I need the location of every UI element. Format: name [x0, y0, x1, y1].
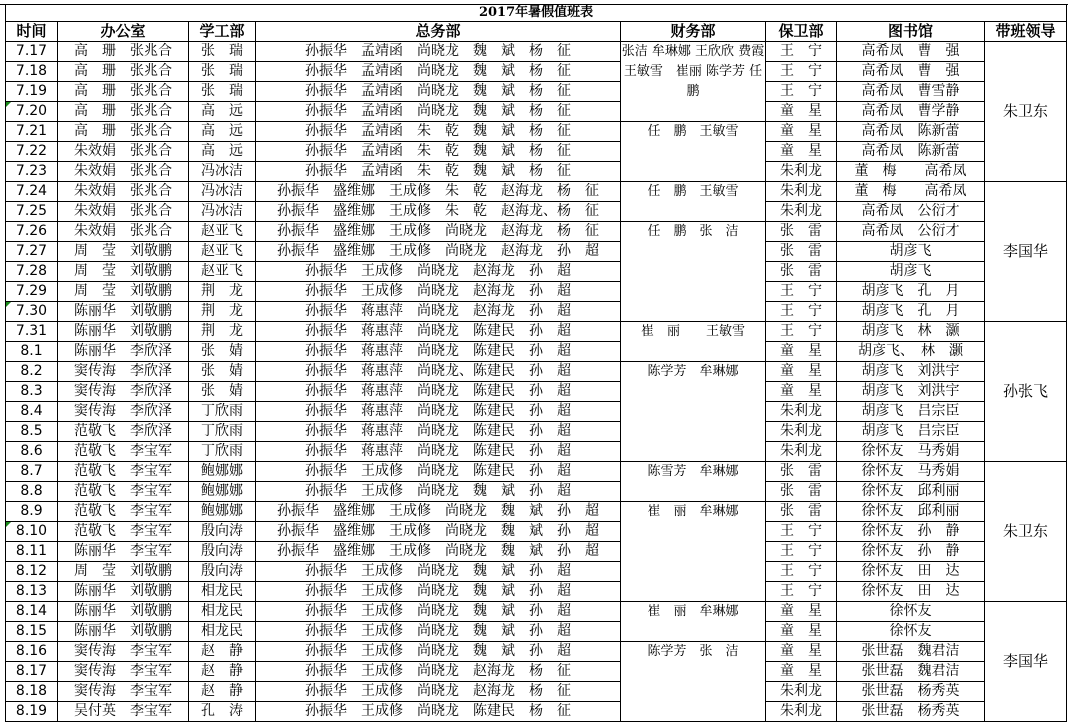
office-cell[interactable]: 范敬飞 李宝军 — [58, 522, 189, 542]
library-cell[interactable]: 徐怀友 马秀娟 — [837, 442, 985, 462]
office-cell[interactable]: 周 莹 刘敬鹏 — [58, 242, 189, 262]
office-cell[interactable]: 窦传海 李欣泽 — [58, 362, 189, 382]
library-cell[interactable]: 胡彦飞、 林 灏 — [837, 342, 985, 362]
office-cell[interactable]: 窦传海 李宝军 — [58, 682, 189, 702]
library-cell[interactable]: 徐怀友 田 达 — [837, 582, 985, 602]
security-cell[interactable]: 朱利龙 — [766, 702, 837, 722]
date-cell[interactable]: 7.25 — [6, 202, 58, 222]
office-cell[interactable]: 周 莹 刘敬鹏 — [58, 262, 189, 282]
table-row — [6, 82, 1067, 102]
security-cell[interactable]: 童 星 — [766, 122, 837, 142]
date-text: 7.20 — [15, 103, 48, 119]
date-cell[interactable]: 8.12 — [6, 562, 58, 582]
security-cell[interactable]: 童 星 — [766, 342, 837, 362]
office-cell[interactable]: 范敬飞 李宝军 — [58, 442, 189, 462]
library-cell[interactable]: 徐怀友 — [837, 602, 985, 622]
office-cell[interactable]: 陈丽华 刘敬鹏 — [58, 582, 189, 602]
student-affairs-cell[interactable]: 张 瑞 — [189, 42, 256, 62]
general-affairs-cell[interactable]: 孙振华 王成修 尚晓龙 陈建民 杨 征 — [256, 702, 621, 722]
leader-cell[interactable]: 李国华 — [985, 602, 1067, 722]
comment-marker-icon — [6, 522, 11, 527]
security-cell[interactable]: 王 宁 — [766, 322, 837, 342]
office-cell[interactable]: 范敬飞 李宝军 — [58, 482, 189, 502]
security-cell[interactable]: 王 宁 — [766, 282, 837, 302]
general-affairs-cell[interactable]: 孙振华 蒋惠萍 尚晓龙 陈建民 孙 超 — [256, 322, 621, 342]
library-cell[interactable]: 徐怀友 孙 静 — [837, 522, 985, 542]
security-cell[interactable]: 童 星 — [766, 382, 837, 402]
header-cell-office[interactable]: 办公室 — [58, 22, 189, 42]
library-cell[interactable]: 徐怀友 邱利丽 — [837, 502, 985, 522]
leader-cell[interactable]: 孙张飞 — [985, 322, 1067, 462]
library-cell[interactable]: 董 梅 高希凤 — [837, 182, 985, 202]
date-cell[interactable]: 8.3 — [6, 382, 58, 402]
security-cell[interactable]: 王 宁 — [766, 302, 837, 322]
security-cell[interactable]: 王 宁 — [766, 542, 837, 562]
security-cell[interactable]: 朱利龙 — [766, 422, 837, 442]
finance-cell[interactable]: 崔 丽 王敏雪 — [621, 322, 766, 362]
general-affairs-cell[interactable]: 孙振华 王成修 尚晓龙 魏 斌 孙 超 — [256, 562, 621, 582]
table-title[interactable]: 2017年暑假值班表 — [6, 5, 1067, 22]
library-cell[interactable]: 张世磊 杨秀英 — [837, 682, 985, 702]
student-affairs-cell[interactable]: 张 婧 — [189, 362, 256, 382]
leader-cell[interactable]: 朱卫东 — [985, 462, 1067, 602]
student-affairs-cell[interactable]: 赵亚飞 — [189, 222, 256, 242]
student-affairs-cell[interactable]: 丁欣雨 — [189, 442, 256, 462]
student-affairs-cell[interactable]: 丁欣雨 — [189, 422, 256, 442]
office-cell[interactable]: 周 莹 刘敬鹏 — [58, 562, 189, 582]
general-affairs-cell[interactable]: 孙振华 王成修 尚晓龙 魏 斌 孙 超 — [256, 602, 621, 622]
library-cell[interactable]: 胡彦飞 — [837, 262, 985, 282]
table-row — [6, 182, 1067, 202]
office-cell[interactable]: 范敬飞 李宝军 — [58, 502, 189, 522]
office-cell[interactable]: 高 珊 张兆合 — [58, 82, 189, 102]
library-cell[interactable]: 张世磊 杨秀英 — [837, 702, 985, 722]
date-cell[interactable]: 8.5 — [6, 422, 58, 442]
table-row — [6, 342, 1067, 362]
library-cell[interactable]: 张世磊 魏君洁 — [837, 642, 985, 662]
student-affairs-cell[interactable]: 相龙民 — [189, 582, 256, 602]
office-cell[interactable]: 高 珊 张兆合 — [58, 42, 189, 62]
security-cell[interactable]: 朱利龙 — [766, 682, 837, 702]
library-cell[interactable]: 胡彦飞 吕宗臣 — [837, 402, 985, 422]
office-cell[interactable]: 周 莹 刘敬鹏 — [58, 282, 189, 302]
security-cell[interactable]: 朱利龙 — [766, 162, 837, 182]
security-cell[interactable]: 张 雷 — [766, 482, 837, 502]
office-cell[interactable]: 陈丽华 刘敬鹏 — [58, 302, 189, 322]
header-cell-security[interactable]: 保卫部 — [766, 22, 837, 42]
table-row — [6, 422, 1067, 442]
date-cell[interactable]: 8.17 — [6, 662, 58, 682]
table-row — [6, 102, 1067, 122]
student-affairs-cell[interactable]: 荆 龙 — [189, 302, 256, 322]
office-cell[interactable]: 范敬飞 李欣泽 — [58, 422, 189, 442]
student-affairs-cell[interactable]: 赵亚飞 — [189, 242, 256, 262]
duty-schedule-table — [5, 5, 1067, 722]
library-cell[interactable]: 胡彦飞 孔 月 — [837, 302, 985, 322]
student-affairs-cell[interactable]: 张 婧 — [189, 382, 256, 402]
student-affairs-cell[interactable]: 高 远 — [189, 122, 256, 142]
student-affairs-cell[interactable]: 孔 涛 — [189, 702, 256, 722]
general-affairs-cell[interactable]: 孙振华 孟靖函 尚晓龙 魏 斌 杨 征 — [256, 42, 621, 62]
office-cell[interactable]: 高 珊 张兆合 — [58, 62, 189, 82]
general-affairs-cell[interactable]: 孙振华 王成修 尚晓龙 魏 斌 孙 超 — [256, 482, 621, 502]
finance-cell[interactable]: 陈学芳 牟琳娜 — [621, 362, 766, 462]
library-cell[interactable]: 高希凤 曹 强 — [837, 42, 985, 62]
student-affairs-cell[interactable]: 赵 静 — [189, 662, 256, 682]
date-cell[interactable]: 8.11 — [6, 542, 58, 562]
security-cell[interactable]: 张 雷 — [766, 502, 837, 522]
date-cell[interactable]: 7.31 — [6, 322, 58, 342]
table-row — [6, 462, 1067, 482]
general-affairs-cell[interactable]: 孙振华 孟靖函 尚晓龙 魏 斌 杨 征 — [256, 102, 621, 122]
comment-marker-icon — [6, 302, 11, 307]
date-cell[interactable]: 8.19 — [6, 702, 58, 722]
date-cell[interactable]: 8.6 — [6, 442, 58, 462]
leader-cell[interactable]: 朱卫东 — [985, 42, 1067, 182]
date-cell[interactable]: 7.23 — [6, 162, 58, 182]
general-affairs-cell[interactable]: 孙振华 王成修 尚晓龙 赵海龙 杨 征 — [256, 682, 621, 702]
library-cell[interactable]: 胡彦飞 刘洪宇 — [837, 382, 985, 402]
date-cell[interactable]: 8.7 — [6, 462, 58, 482]
general-affairs-cell[interactable]: 孙振华 王成修 尚晓龙 赵海龙 孙 超 — [256, 262, 621, 282]
general-affairs-cell[interactable]: 孙振华 蒋惠萍 尚晓龙 陈建民 孙 超 — [256, 342, 621, 362]
table-row — [6, 702, 1067, 722]
student-affairs-cell[interactable]: 冯冰洁 — [189, 182, 256, 202]
security-cell[interactable]: 张 雷 — [766, 242, 837, 262]
table-row — [6, 222, 1067, 242]
date-text: 7.30 — [15, 303, 48, 319]
security-cell[interactable]: 童 星 — [766, 102, 837, 122]
date-cell[interactable]: 7.19 — [6, 82, 58, 102]
table-row — [6, 242, 1067, 262]
general-affairs-cell[interactable]: 孙振华 王成修 尚晓龙 魏 斌 孙 超 — [256, 582, 621, 602]
student-affairs-cell[interactable]: 相龙民 — [189, 602, 256, 622]
office-cell[interactable]: 窦传海 李宝军 — [58, 662, 189, 682]
office-cell[interactable]: 朱效娟 张兆合 — [58, 142, 189, 162]
student-affairs-cell[interactable]: 张 瑞 — [189, 82, 256, 102]
header-cell-time[interactable]: 时间 — [6, 22, 58, 42]
date-cell[interactable]: 7.22 — [6, 142, 58, 162]
student-affairs-cell[interactable]: 高 远 — [189, 102, 256, 122]
date-cell[interactable]: 7.27 — [6, 242, 58, 262]
header-row — [6, 22, 1067, 42]
general-affairs-cell[interactable]: 孙振华 王成修 尚晓龙 赵海龙 杨 征 — [256, 662, 621, 682]
general-affairs-cell[interactable]: 孙振华 盛维娜 王成修 尚晓龙 赵海龙 孙 超 — [256, 242, 621, 262]
general-affairs-cell[interactable]: 孙振华 孟靖函 尚晓龙 魏 斌 杨 征 — [256, 62, 621, 82]
student-affairs-cell[interactable]: 冯冰洁 — [189, 202, 256, 222]
general-affairs-cell[interactable]: 孙振华 盛维娜 王成修 朱 乾 赵海龙 杨 征 — [256, 182, 621, 202]
security-cell[interactable]: 童 星 — [766, 602, 837, 622]
office-cell[interactable]: 朱效娟 张兆合 — [58, 222, 189, 242]
comment-marker-icon — [6, 102, 11, 107]
table-row — [6, 282, 1067, 302]
security-cell[interactable]: 王 宁 — [766, 42, 837, 62]
date-cell[interactable]: 8.4 — [6, 402, 58, 422]
office-cell[interactable]: 窦传海 李欣泽 — [58, 402, 189, 422]
date-cell[interactable]: 7.17 — [6, 42, 58, 62]
library-cell[interactable]: 张世磊 魏君洁 — [837, 662, 985, 682]
table-row — [6, 562, 1067, 582]
security-cell[interactable]: 张 雷 — [766, 222, 837, 242]
date-cell[interactable]: 8.2 — [6, 362, 58, 382]
table-row — [6, 362, 1067, 382]
security-cell[interactable]: 朱利龙 — [766, 402, 837, 422]
table-row — [6, 662, 1067, 682]
finance-cell[interactable]: 崔 丽 牟琳娜 — [621, 602, 766, 642]
student-affairs-cell[interactable]: 荆 龙 — [189, 322, 256, 342]
student-affairs-cell[interactable]: 鲍娜娜 — [189, 482, 256, 502]
table-row — [6, 682, 1067, 702]
table-row — [6, 542, 1067, 562]
office-cell[interactable]: 陈丽华 刘敬鹏 — [58, 602, 189, 622]
date-text: 8.10 — [15, 523, 48, 539]
general-affairs-cell[interactable]: 孙振华 盛维娜 王成修 尚晓龙 赵海龙 杨 征 — [256, 222, 621, 242]
finance-cell[interactable]: 崔 丽 牟琳娜 — [621, 502, 766, 602]
header-cell-general-affairs[interactable]: 总务部 — [256, 22, 621, 42]
student-affairs-cell[interactable]: 鲍娜娜 — [189, 462, 256, 482]
student-affairs-cell[interactable]: 赵 静 — [189, 642, 256, 662]
general-affairs-cell[interactable]: 孙振华 盛维娜 王成修 尚晓龙 魏 斌 孙 超 — [256, 522, 621, 542]
date-cell[interactable]: 7.24 — [6, 182, 58, 202]
general-affairs-cell[interactable]: 孙振华 蒋惠萍 尚晓龙 陈建民 孙 超 — [256, 442, 621, 462]
title-row — [6, 5, 1067, 22]
student-affairs-cell[interactable]: 冯冰洁 — [189, 162, 256, 182]
office-cell[interactable]: 吴付英 李宝军 — [58, 702, 189, 722]
table-row — [6, 622, 1067, 642]
security-cell[interactable]: 朱利龙 — [766, 442, 837, 462]
office-cell[interactable]: 朱效娟 张兆合 — [58, 202, 189, 222]
security-cell[interactable]: 童 星 — [766, 662, 837, 682]
table-row — [6, 162, 1067, 182]
office-cell[interactable]: 陈丽华 李欣泽 — [58, 342, 189, 362]
library-cell[interactable]: 胡彦飞 — [837, 242, 985, 262]
date-cell[interactable]: 7.28 — [6, 262, 58, 282]
student-affairs-cell[interactable]: 殷向涛 — [189, 542, 256, 562]
table-row — [6, 582, 1067, 602]
general-affairs-cell[interactable]: 孙振华 孟靖函 朱 乾 魏 斌 杨 征 — [256, 162, 621, 182]
table-row — [6, 502, 1067, 522]
leader-cell[interactable]: 李国华 — [985, 182, 1067, 322]
general-affairs-cell[interactable]: 孙振华 蒋惠萍 尚晓龙、陈建民 孙 超 — [256, 362, 621, 382]
office-cell[interactable]: 陈丽华 刘敬鹏 — [58, 322, 189, 342]
library-cell[interactable]: 徐怀友 马秀娟 — [837, 462, 985, 482]
office-cell[interactable]: 陈丽华 刘敬鹏 — [58, 622, 189, 642]
finance-cell[interactable]: 任 鹏 张 洁 — [621, 222, 766, 322]
office-cell[interactable]: 窦传海 李欣泽 — [58, 382, 189, 402]
security-cell[interactable]: 张 雷 — [766, 262, 837, 282]
security-cell[interactable]: 朱利龙 — [766, 202, 837, 222]
table-row — [6, 262, 1067, 282]
general-affairs-cell[interactable]: 孙振华 蒋惠萍 尚晓龙 陈建民 孙 超 — [256, 402, 621, 422]
date-cell[interactable] — [6, 522, 58, 542]
student-affairs-cell[interactable]: 鲍娜娜 — [189, 502, 256, 522]
security-cell[interactable]: 王 宁 — [766, 562, 837, 582]
security-cell[interactable]: 王 宁 — [766, 522, 837, 542]
student-affairs-cell[interactable]: 殷向涛 — [189, 522, 256, 542]
security-cell[interactable]: 童 星 — [766, 622, 837, 642]
general-affairs-cell[interactable]: 孙振华 王成修 尚晓龙 魏 斌 孙 超 — [256, 642, 621, 662]
student-affairs-cell[interactable]: 殷向涛 — [189, 562, 256, 582]
table-row — [6, 62, 1067, 82]
library-cell[interactable]: 高希凤 公衍才 — [837, 202, 985, 222]
general-affairs-cell[interactable]: 孙振华 孟靖函 朱 乾 魏 斌 杨 征 — [256, 142, 621, 162]
table-row — [6, 142, 1067, 162]
general-affairs-cell[interactable]: 孙振华 孟靖函 尚晓龙 魏 斌 杨 征 — [256, 82, 621, 102]
student-affairs-cell[interactable]: 张 婧 — [189, 342, 256, 362]
general-affairs-cell[interactable]: 孙振华 蒋惠萍 尚晓龙 陈建民 孙 超 — [256, 422, 621, 442]
library-cell[interactable]: 胡彦飞 吕宗臣 — [837, 422, 985, 442]
security-cell[interactable]: 童 星 — [766, 142, 837, 162]
office-cell[interactable]: 陈丽华 李宝军 — [58, 542, 189, 562]
general-affairs-cell[interactable]: 孙振华 盛维娜 王成修 尚晓龙 魏 斌 孙 超 — [256, 542, 621, 562]
general-affairs-cell[interactable]: 孙振华 王成修 尚晓龙 陈建民 孙 超 — [256, 462, 621, 482]
finance-cell[interactable]: 任 鹏 王敏雪 — [621, 122, 766, 182]
general-affairs-cell[interactable]: 孙振华 孟靖函 朱 乾 魏 斌 杨 征 — [256, 122, 621, 142]
library-cell[interactable]: 高希凤 公衍才 — [837, 222, 985, 242]
table-row — [6, 482, 1067, 502]
general-affairs-cell[interactable]: 孙振华 盛维娜 王成修 尚晓龙 魏 斌 孙 超 — [256, 502, 621, 522]
security-cell[interactable]: 朱利龙 — [766, 182, 837, 202]
library-cell[interactable]: 胡彦飞 刘洪宇 — [837, 362, 985, 382]
table-row — [6, 122, 1067, 142]
student-affairs-cell[interactable]: 张 瑞 — [189, 62, 256, 82]
library-cell[interactable]: 高希凤 陈新蕾 — [837, 142, 985, 162]
date-cell[interactable]: 7.21 — [6, 122, 58, 142]
header-cell-library[interactable]: 图书馆 — [837, 22, 985, 42]
finance-cell[interactable]: 陈学芳 张 洁 — [621, 642, 766, 722]
header-cell-finance[interactable]: 财务部 — [621, 22, 766, 42]
library-cell[interactable]: 高希凤 曹 强 — [837, 62, 985, 82]
finance-cell[interactable]: 陈雪芳 牟琳娜 — [621, 462, 766, 502]
date-cell[interactable]: 8.16 — [6, 642, 58, 662]
office-cell[interactable]: 高 珊 张兆合 — [58, 122, 189, 142]
student-affairs-cell[interactable]: 赵亚飞 — [189, 262, 256, 282]
date-cell[interactable]: 7.18 — [6, 62, 58, 82]
library-cell[interactable]: 高希凤 曹学静 — [837, 102, 985, 122]
header-cell-leader[interactable]: 带班领导 — [985, 22, 1067, 42]
date-cell[interactable]: 8.9 — [6, 502, 58, 522]
library-cell[interactable]: 胡彦飞 林 灏 — [837, 322, 985, 342]
table-row — [6, 302, 1067, 322]
date-cell[interactable]: 8.1 — [6, 342, 58, 362]
general-affairs-cell[interactable]: 孙振华 王成修 尚晓龙 赵海龙 孙 超 — [256, 282, 621, 302]
date-cell[interactable]: 8.14 — [6, 602, 58, 622]
office-cell[interactable]: 高 珊 张兆合 — [58, 102, 189, 122]
library-cell[interactable]: 徐怀友 邱利丽 — [837, 482, 985, 502]
library-cell[interactable]: 徐怀友 孙 静 — [837, 542, 985, 562]
security-cell[interactable]: 张 雷 — [766, 462, 837, 482]
student-affairs-cell[interactable]: 相龙民 — [189, 622, 256, 642]
student-affairs-cell[interactable]: 丁欣雨 — [189, 402, 256, 422]
general-affairs-cell[interactable]: 孙振华 蒋惠萍 尚晓龙 赵海龙 孙 超 — [256, 302, 621, 322]
finance-cell[interactable]: 任 鹏 王敏雪 — [621, 182, 766, 222]
date-cell[interactable] — [6, 102, 58, 122]
student-affairs-cell[interactable]: 高 远 — [189, 142, 256, 162]
table-row — [6, 642, 1067, 662]
general-affairs-cell[interactable]: 孙振华 盛维娜 王成修 朱 乾 赵海龙、杨 征 — [256, 202, 621, 222]
date-cell[interactable]: 8.15 — [6, 622, 58, 642]
security-cell[interactable]: 王 宁 — [766, 62, 837, 82]
security-cell[interactable]: 童 星 — [766, 362, 837, 382]
general-affairs-cell[interactable]: 孙振华 蒋惠萍 尚晓龙 陈建民 孙 超 — [256, 382, 621, 402]
security-cell[interactable]: 王 宁 — [766, 82, 837, 102]
date-cell[interactable]: 7.26 — [6, 222, 58, 242]
table-row — [6, 42, 1067, 62]
security-cell[interactable]: 王 宁 — [766, 582, 837, 602]
date-cell[interactable]: 8.8 — [6, 482, 58, 502]
office-cell[interactable]: 窦传海 李宝军 — [58, 642, 189, 662]
table-row — [6, 382, 1067, 402]
office-cell[interactable]: 朱效娟 张兆合 — [58, 182, 189, 202]
date-cell[interactable]: 8.18 — [6, 682, 58, 702]
general-affairs-cell[interactable]: 孙振华 王成修 尚晓龙 魏 斌 孙 超 — [256, 622, 621, 642]
header-cell-student-affairs[interactable]: 学工部 — [189, 22, 256, 42]
office-cell[interactable]: 范敬飞 李宝军 — [58, 462, 189, 482]
table-row — [6, 522, 1067, 542]
date-cell[interactable]: 8.13 — [6, 582, 58, 602]
date-cell[interactable] — [6, 302, 58, 322]
student-affairs-cell[interactable]: 赵 静 — [189, 682, 256, 702]
date-cell[interactable]: 7.29 — [6, 282, 58, 302]
office-cell[interactable]: 朱效娟 张兆合 — [58, 162, 189, 182]
finance-cell[interactable]: 张洁 牟琳娜 王欣欣 费霞 王敏雪 崔丽 陈学芳 任鹏 — [621, 42, 766, 122]
library-cell[interactable]: 徐怀友 田 达 — [837, 562, 985, 582]
table-row — [6, 322, 1067, 342]
table-row — [6, 602, 1067, 622]
student-affairs-cell[interactable]: 荆 龙 — [189, 282, 256, 302]
table-row — [6, 202, 1067, 222]
table-row — [6, 402, 1067, 422]
security-cell[interactable]: 童 星 — [766, 642, 837, 662]
table-row — [6, 442, 1067, 462]
library-cell[interactable]: 胡彦飞 孔 月 — [837, 282, 985, 302]
library-cell[interactable]: 高希凤 陈新蕾 — [837, 122, 985, 142]
library-cell[interactable]: 徐怀友 — [837, 622, 985, 642]
library-cell[interactable]: 高希凤 曹雪静 — [837, 82, 985, 102]
library-cell[interactable]: 董 梅 高希凤 — [837, 162, 985, 182]
